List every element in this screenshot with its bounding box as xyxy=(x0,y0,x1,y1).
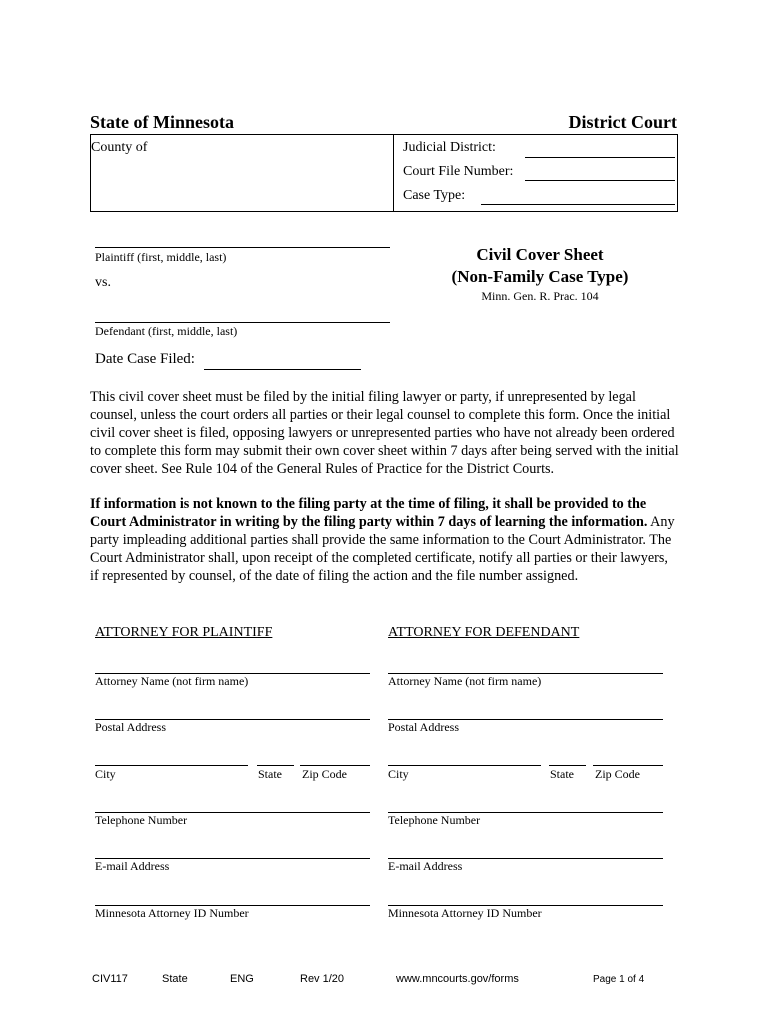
court-info-box xyxy=(90,134,678,212)
d-zip-line xyxy=(593,765,663,766)
d-postal-input[interactable] xyxy=(388,701,663,719)
d-zip-label: Zip Code xyxy=(595,767,640,781)
p-city-line xyxy=(95,765,248,766)
d-phone-label: Telephone Number xyxy=(388,813,481,827)
footer-state: State xyxy=(162,973,188,985)
p-id-label: Minnesota Attorney ID Number xyxy=(95,906,249,920)
state-heading: State of Minnesota xyxy=(90,112,234,132)
p-phone-label: Telephone Number xyxy=(95,813,188,827)
instructions-paragraph-2 xyxy=(90,495,680,585)
defendant-label: Defendant (first, middle, last) xyxy=(95,324,238,338)
defendant-input[interactable] xyxy=(95,303,390,321)
d-zip-input[interactable] xyxy=(593,747,663,765)
p-zip-input[interactable] xyxy=(300,747,370,765)
form-title: Civil Cover Sheet xyxy=(476,245,604,264)
p-attorney-name-label: Attorney Name (not firm name) xyxy=(95,674,249,688)
county-label: County of xyxy=(91,140,148,155)
case-type-line xyxy=(481,204,675,205)
footer-form-code: CIV117 xyxy=(92,973,128,985)
county-input[interactable] xyxy=(181,138,381,156)
p-id-input[interactable] xyxy=(95,887,370,905)
p-state-line xyxy=(257,765,294,766)
instructions-paragraph-1: This civil cover sheet must be filed by the initial filing lawyer or party, if unrepresented by legal counsel, unless the court orders all parties or their legal counsel to complete this form. Once the initial civil cover sheet is filed, opposing lawyers or unrepresented parties who have not already been ordered to complete this form may submit their own cover sheet within 7 days after being served with the initial cover sheet. See Rule 104 of the General Rules of Practice for the District Courts. xyxy=(90,389,679,477)
d-city-input[interactable] xyxy=(388,747,541,765)
date-filed-line xyxy=(204,369,361,370)
date-filed-label: Date Case Filed: xyxy=(95,351,195,367)
footer-lang: ENG xyxy=(230,973,254,985)
d-state-line xyxy=(549,765,586,766)
d-city-label: City xyxy=(388,767,409,781)
d-state-input[interactable] xyxy=(549,747,586,765)
p-email-input[interactable] xyxy=(95,840,370,858)
judicial-district-label: Judicial District: xyxy=(403,140,496,155)
case-type-label: Case Type: xyxy=(403,188,466,203)
d-state-label: State xyxy=(550,767,574,781)
d-id-label: Minnesota Attorney ID Number xyxy=(388,906,542,920)
p-postal-label: Postal Address xyxy=(95,720,167,734)
plaintiff-line xyxy=(95,247,390,248)
court-heading: District Court xyxy=(568,112,677,132)
instructions-rest: Any party impleading additional parties shall provide the same information to the Court Administrator. The Court Administrator shall, upon receipt of the completed certificate, notify all parties or their lawyers, if represented by counsel, of the date of filing the action and the file number assigned. xyxy=(90,514,675,584)
d-id-input[interactable] xyxy=(388,887,663,905)
footer-url: www.mncourts.gov/forms xyxy=(396,973,519,985)
form-subtitle: (Non-Family Case Type) xyxy=(451,267,629,286)
plaintiff-input[interactable] xyxy=(95,228,390,246)
court-file-number-label: Court File Number: xyxy=(403,164,514,179)
p-state-input[interactable] xyxy=(257,747,294,765)
p-postal-input[interactable] xyxy=(95,701,370,719)
d-attorney-name-input[interactable] xyxy=(388,655,663,673)
box-divider xyxy=(393,135,394,211)
p-city-input[interactable] xyxy=(95,747,248,765)
court-file-number-line xyxy=(525,180,675,181)
footer-rev: Rev 1/20 xyxy=(300,973,345,985)
d-postal-label: Postal Address xyxy=(388,720,460,734)
d-phone-input[interactable] xyxy=(388,794,663,812)
p-phone-input[interactable] xyxy=(95,794,370,812)
instructions-bold: If information is not known to the filing party at the time of filing, it shall be provided to the Court Administrator in writing by the filing party within 7 days of learning the information. xyxy=(90,496,648,530)
rule-citation: Minn. Gen. R. Prac. 104 xyxy=(481,289,599,303)
court-file-number-input[interactable] xyxy=(525,162,675,180)
p-city-label: City xyxy=(95,767,116,781)
judicial-district-line xyxy=(525,157,675,158)
defendant-attorney-heading: ATTORNEY FOR DEFENDANT xyxy=(388,625,580,640)
p-email-label: E-mail Address xyxy=(95,859,170,873)
d-attorney-name-label: Attorney Name (not firm name) xyxy=(388,674,542,688)
plaintiff-label: Plaintiff (first, middle, last) xyxy=(95,250,227,264)
d-city-line xyxy=(388,765,541,766)
plaintiff-attorney-heading: ATTORNEY FOR PLAINTIFF xyxy=(95,625,273,640)
case-type-input[interactable] xyxy=(481,186,675,204)
footer-page-number: Page 1 of 4 xyxy=(593,974,645,985)
d-email-label: E-mail Address xyxy=(388,859,463,873)
d-email-input[interactable] xyxy=(388,840,663,858)
date-filed-input[interactable] xyxy=(204,350,361,368)
p-state-label: State xyxy=(258,767,282,781)
judicial-district-input[interactable] xyxy=(525,139,675,157)
p-attorney-name-input[interactable] xyxy=(95,655,370,673)
defendant-line xyxy=(95,322,390,323)
p-zip-line xyxy=(300,765,370,766)
vs-text: vs. xyxy=(95,275,111,290)
p-zip-label: Zip Code xyxy=(302,767,347,781)
